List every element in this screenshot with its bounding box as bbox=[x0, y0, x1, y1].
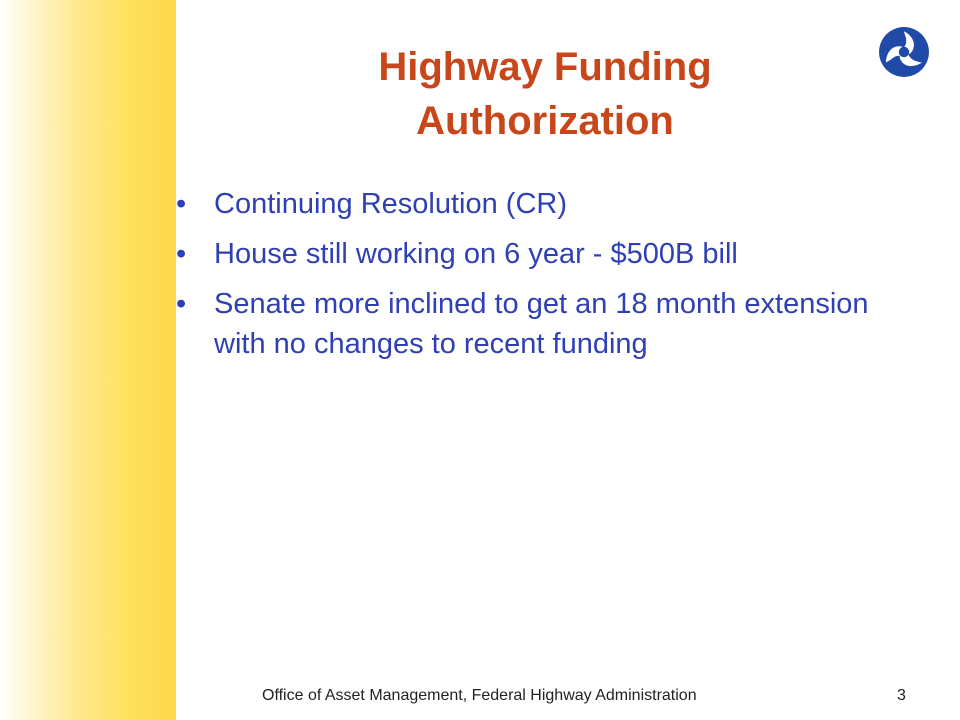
bullet-item bbox=[176, 184, 896, 224]
title-line-2: Authorization bbox=[416, 99, 674, 143]
footer bbox=[0, 684, 960, 708]
bullet-marker: • bbox=[176, 238, 187, 270]
bullet-text: Continuing Resolution (CR) bbox=[214, 188, 567, 220]
bullet-text: House still working on 6 year - $500B bill bbox=[214, 238, 738, 270]
bullet-marker: • bbox=[176, 288, 187, 320]
slide-title bbox=[220, 40, 870, 148]
dot-tri-circle-logo-icon bbox=[878, 26, 930, 78]
bullet-marker: • bbox=[176, 188, 187, 220]
title-line-1: Highway Funding bbox=[378, 45, 712, 89]
page-number: 3 bbox=[897, 687, 906, 704]
bullet-item bbox=[176, 284, 896, 364]
bullet-item bbox=[176, 234, 896, 274]
bullet-list bbox=[176, 184, 896, 374]
bullet-text: Senate more inclined to get an 18 month extension with no changes to recent funding bbox=[214, 288, 869, 360]
left-gradient-band bbox=[0, 0, 176, 720]
footer-text: Office of Asset Management, Federal Highway Administration bbox=[262, 687, 697, 704]
